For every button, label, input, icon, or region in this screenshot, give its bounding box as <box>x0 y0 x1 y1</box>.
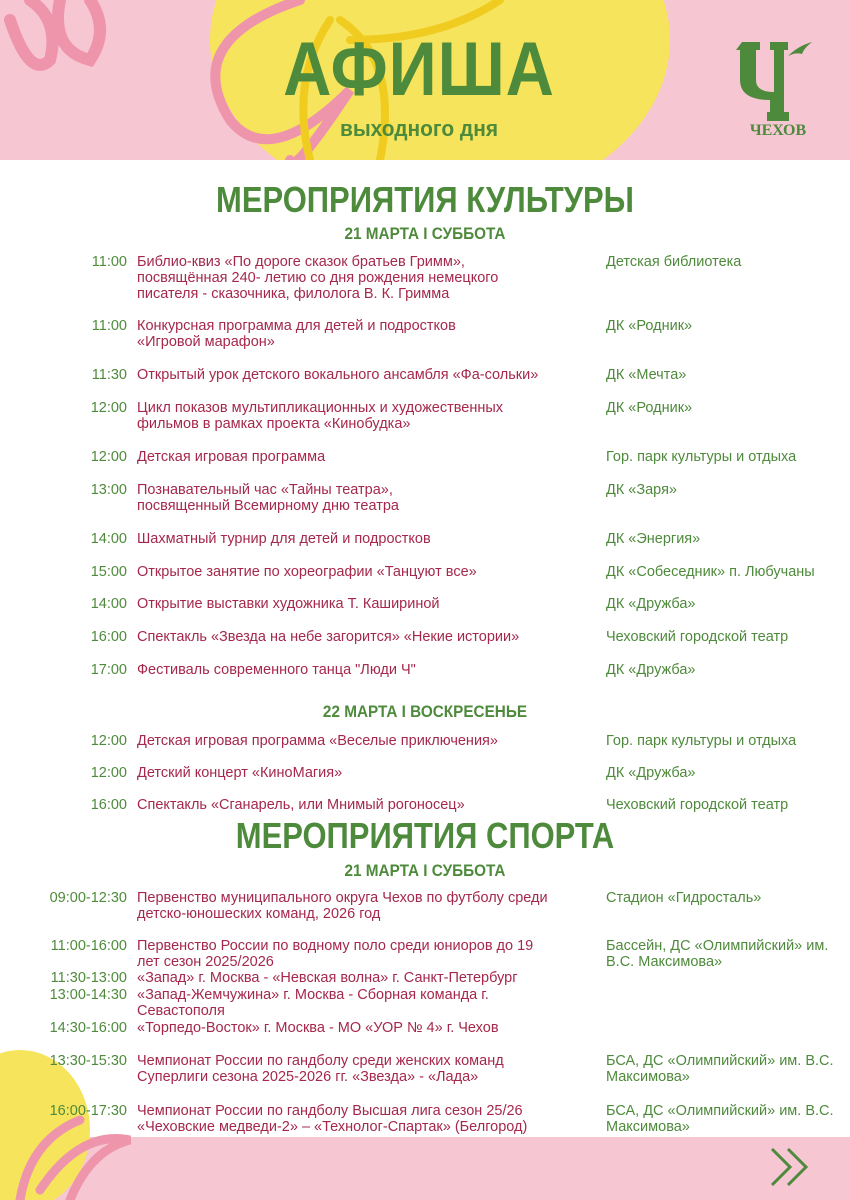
event-venue: ДК «Родник» <box>606 318 693 334</box>
event-description: Цикл показов мультипликационных и художественных фильмов в рамках проекта «Кинобудка» <box>137 400 504 432</box>
event-time: 14:00 <box>90 531 127 547</box>
event-venue: БСА, ДС «Олимпийский» им. В.С. Максимова» <box>606 1103 834 1135</box>
culture-day1-date: 21 МАРТА I СУББОТА <box>344 224 506 243</box>
poster-subtitle: выходного дня <box>339 116 499 141</box>
sport-section-title: МЕРОПРИЯТИЯ СПОРТА <box>235 815 615 856</box>
event-description: Открытое занятие по хореографии «Танцуют все» <box>137 564 477 580</box>
event-description: Детская игровая программа «Веселые приключения» <box>137 733 498 749</box>
event-time: 16:00-17:30 <box>49 1103 127 1119</box>
event-description: Детская игровая программа <box>137 449 326 465</box>
event-venue: ДК «Мечта» <box>606 367 687 383</box>
event-time: 16:00 <box>90 629 127 645</box>
event-time: 11:00 <box>91 318 127 334</box>
event-venue: ДК «Собеседник» п. Любучаны <box>606 564 815 580</box>
event-time: 13:00 <box>90 482 127 498</box>
event-time: 11:00-16:00 <box>50 938 127 954</box>
logo-text: ЧЕХОВ <box>749 122 807 139</box>
event-time: 12:00 <box>90 765 127 781</box>
event-description: Конкурсная программа для детей и подростков «Игровой марафон» <box>137 318 456 350</box>
event-venue: ДК «Дружба» <box>606 765 696 781</box>
event-description: Чемпионат России по гандболу среди женских команд Суперлиги сезона 2025-2026 гг. «Звезда» - «Лада» <box>137 1053 504 1085</box>
event-venue: Чеховский городской театр <box>606 797 789 813</box>
header-banner <box>0 0 850 160</box>
event-time: 12:00 <box>90 449 127 465</box>
event-venue: ДК «Заря» <box>606 482 677 498</box>
event-description: Фестиваль современного танца "Люди Ч" <box>137 662 416 678</box>
event-time: 13:30-15:30 <box>49 1053 127 1069</box>
event-description: «Запад» г. Москва - «Невская волна» г. Санкт-Петербург <box>137 970 518 986</box>
event-description: Шахматный турнир для детей и подростков <box>137 531 431 547</box>
event-venue: БСА, ДС «Олимпийский» им. В.С. Максимова» <box>606 1053 834 1085</box>
event-venue: ДК «Родник» <box>606 400 693 416</box>
culture-section-title: МЕРОПРИЯТИЯ КУЛЬТУРЫ <box>216 179 634 220</box>
event-description: Первенство России по водному поло среди юниоров до 19 лет сезон 2025/2026 <box>137 938 534 970</box>
event-time: 15:00 <box>90 564 127 580</box>
event-description: Чемпионат России по гандболу Высшая лига сезон 25/26 «Чеховские медведи-2» – «Технолог-Спартак» (Белгород) <box>137 1103 528 1135</box>
sport-day1-date: 21 МАРТА I СУББОТА <box>344 861 506 880</box>
event-description: Спектакль «Звезда на небе загорится» «Некие истории» <box>137 629 520 645</box>
poster-title: АФИША <box>283 27 555 112</box>
event-venue: Гор. парк культуры и отдыха <box>606 449 797 465</box>
event-venue: ДК «Дружба» <box>606 596 696 612</box>
event-time: 14:00 <box>90 596 127 612</box>
event-description: Открытый урок детского вокального ансамбля «Фа-сольки» <box>137 367 539 383</box>
event-venue: Гор. парк культуры и отдыха <box>606 733 797 749</box>
double-chevron-right-icon[interactable] <box>768 1147 814 1187</box>
event-time: 13:00-14:30 <box>49 987 127 1003</box>
event-venue: Бассейн, ДС «Олимпийский» им. В.С. Максимова» <box>606 938 829 970</box>
event-venue: Детская библиотека <box>606 254 742 270</box>
event-description: Спектакль «Сганарель, или Мнимый рогоносец» <box>137 797 465 813</box>
event-venue: ДК «Энергия» <box>606 531 701 547</box>
event-venue: ДК «Дружба» <box>606 662 696 678</box>
event-description: Открытие выставки художника Т. Кашириной <box>137 596 440 612</box>
event-time: 11:30 <box>91 367 127 383</box>
event-time: 09:00-12:30 <box>49 890 127 906</box>
event-description: Детский концерт «КиноМагия» <box>137 765 343 781</box>
event-venue: Чеховский городской театр <box>606 629 789 645</box>
event-description: Первенство муниципального округа Чехов по футболу среди детско-юношеских команд, 2026 год <box>137 890 548 922</box>
event-description: «Торпедо-Восток» г. Москва - МО «УОР № 4» г. Чехов <box>137 1020 499 1036</box>
event-description: Библио-квиз «По дороге сказок братьев Гримм», посвящённая 240- летию со дня рождения немецкого писателя - сказочника, филолога В. К. Гримма <box>137 254 499 302</box>
event-time: 12:00 <box>90 400 127 416</box>
event-venue: Стадион «Гидросталь» <box>606 890 762 906</box>
event-time: 11:30-13:00 <box>50 970 127 986</box>
event-time: 14:30-16:00 <box>49 1020 127 1036</box>
event-time: 17:00 <box>90 662 127 678</box>
culture-day2-date: 22 МАРТА I ВОСКРЕСЕНЬЕ <box>322 702 528 721</box>
event-description: Познавательный час «Тайны театра», посвященный Всемирному дню театра <box>137 482 399 514</box>
event-time: 16:00 <box>90 797 127 813</box>
event-time: 12:00 <box>90 733 127 749</box>
event-description: «Запад-Жемчужина» г. Москва - Сборная команда г. Севастополя <box>137 987 489 1019</box>
event-time: 11:00 <box>91 254 127 270</box>
